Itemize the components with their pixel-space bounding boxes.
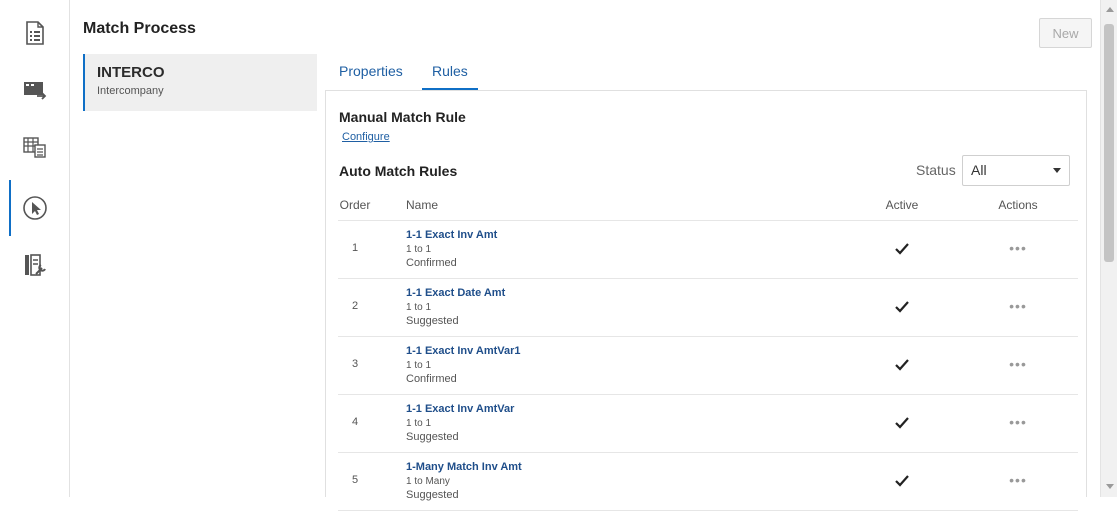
column-header-name[interactable]: Name [406,198,439,212]
vertical-scrollbar[interactable] [1100,0,1117,497]
rule-name-link[interactable]: 1-1 Exact Date Amt [406,287,506,299]
rule-name-link[interactable]: 1-1 Exact Inv AmtVar [406,403,515,415]
rule-type: 1 to 1 [406,302,432,313]
nav-item-match[interactable] [0,180,70,236]
scrollbar-thumb[interactable] [1104,24,1114,262]
table-row[interactable] [338,221,1078,279]
table-row[interactable] [338,395,1078,453]
row-order: 1 [351,242,359,254]
rule-mode: Suggested [406,489,459,501]
rule-type: 1 to 1 [406,360,432,371]
auto-match-heading: Auto Match Rules [339,163,458,179]
rules-table-body [338,221,1078,511]
rule-mode: Suggested [406,431,459,443]
rule-type: 1 to Many [406,476,450,487]
document-list-icon [24,21,46,45]
table-row[interactable] [338,453,1078,511]
list-item[interactable] [83,54,317,111]
table-header [338,191,1078,221]
left-nav-rail [0,0,70,497]
rule-mode: Confirmed [406,257,457,269]
more-actions-icon[interactable]: ••• [1009,356,1027,372]
checkmark-icon [892,355,912,375]
rule-mode: Suggested [406,315,459,327]
pointer-cursor-icon [22,195,48,221]
rule-mode: Confirmed [406,373,457,385]
list-item-title: INTERCO [97,64,165,81]
more-actions-icon[interactable]: ••• [1009,298,1027,314]
nav-item-configuration[interactable] [0,237,70,293]
checkmark-icon [892,413,912,433]
grid-document-icon [22,135,48,159]
row-order: 3 [351,358,359,370]
rule-type: 1 to 1 [406,418,432,429]
page-title: Match Process [83,20,196,37]
column-header-order[interactable]: Order [339,198,371,212]
row-order: 2 [351,300,359,312]
rules-panel [325,90,1087,501]
rule-name-link[interactable]: 1-1 Exact Inv Amt [406,229,498,241]
tab-rules[interactable]: Rules [432,56,468,90]
nav-item-documents[interactable] [0,5,70,61]
checkmark-icon [892,239,912,259]
rule-name-link[interactable]: 1-1 Exact Inv AmtVar1 [406,345,521,357]
more-actions-icon[interactable]: ••• [1009,414,1027,430]
nav-item-reports[interactable] [0,119,70,175]
list-wrench-icon [22,252,48,278]
column-header-actions: Actions [998,198,1038,212]
tab-properties[interactable]: Properties [339,63,403,79]
column-header-active[interactable]: Active [885,198,919,212]
more-actions-icon[interactable]: ••• [1009,240,1027,256]
status-filter-label: Status [916,162,956,178]
scroll-up-icon[interactable] [1106,7,1114,12]
more-actions-icon[interactable]: ••• [1009,472,1027,488]
card-forward-icon [22,79,48,101]
status-filter-select[interactable] [962,155,1070,186]
configure-link[interactable]: Configure [342,131,390,143]
scroll-down-icon[interactable] [1106,484,1114,489]
status-filter-value: All [971,162,987,178]
rule-type: 1 to 1 [406,244,432,255]
chevron-down-icon [1053,168,1061,173]
checkmark-icon [892,297,912,317]
list-item-subtitle: Intercompany [97,85,164,97]
manual-match-heading: Manual Match Rule [339,109,466,125]
rule-name-link[interactable]: 1-Many Match Inv Amt [406,461,522,473]
main-page [71,0,1100,501]
row-order: 5 [351,474,359,486]
new-button[interactable]: New [1039,18,1092,48]
nav-item-transactions[interactable] [0,62,70,118]
row-order: 4 [351,416,359,428]
checkmark-icon [892,471,912,491]
table-row[interactable] [338,337,1078,395]
table-row[interactable] [338,279,1078,337]
